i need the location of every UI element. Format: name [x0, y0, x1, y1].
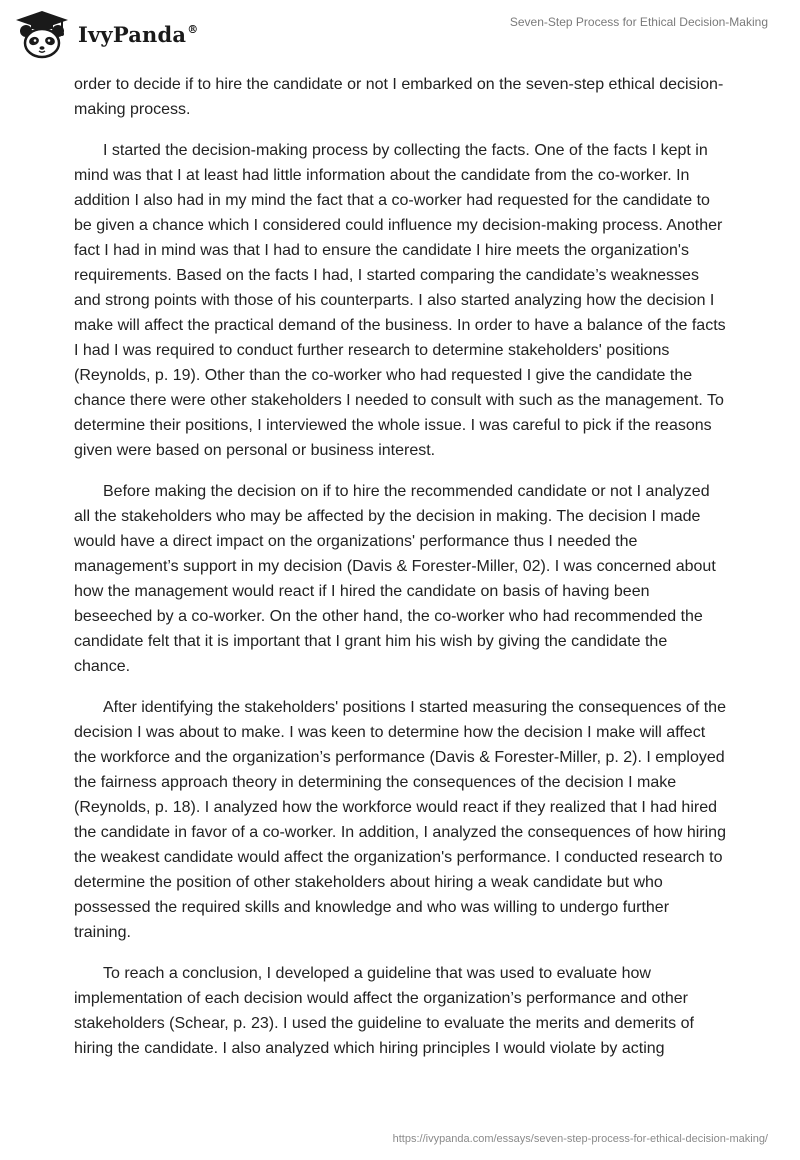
paragraph: order to decide if to hire the candidate or not I embarked on the seven-step ethical decision-making process.: [74, 76, 724, 118]
paragraph: After identifying the stakeholders' positions I started measuring the consequences of the decision I was about to make. I was keen to determine how the decision I make will affect the workforce and the organization’s performance (Davis & Forester-Miller, p. 2). I employed the fairness approach theory in determining the consequences of the decision I make (Reynolds, p. 18). I analyzed how the workforce would react if they realized that I had hired the candidate in favor of a co-worker. In addition, I analyzed the consequences of how hiring the weakest candidate would affect the organization's performance. I conducted research to determine the position of other stakeholders about hiring a weak candidate but who possessed the required skills and knowledge and who was willing to undergo further training.: [74, 699, 726, 941]
page-header: [0, 0, 800, 70]
source-url-link[interactable]: https://ivypanda.com/essays/seven-step-process-for-ethical-decision-making/: [392, 1133, 768, 1145]
paragraph: Before making the decision on if to hire the recommended candidate or not I analyzed all the stakeholders who may be affected by the decision in making. The decision I made would have a direct impact on the organizations' performance thus I needed the management’s support in my decision (Davis & Forester-Miller, 02). I was concerned about how the management would react if I hired the candidate on basis of having been beseeched by a co-worker. On the other hand, the co-worker who had recommended the candidate felt that it is important that I grant him his wish by giving the candidate the chance.: [74, 483, 716, 675]
paragraph: To reach a conclusion, I developed a guideline that was used to evaluate how implementation of each decision would affect the organization’s performance and other stakeholders (Schear, p. 23). I used the guideline to evaluate the merits and demerits of hiring the candidate. I also analyzed which hiring principles I would violate by acting: [74, 965, 694, 1057]
document-title: Seven-Step Process for Ethical Decision-Making: [509, 15, 768, 29]
paragraph: I started the decision-making process by collecting the facts. One of the facts I kept in mind was that I at least had little information about the candidate from the co-worker. In addition I also had in my mind the fact that a co-worker had requested for the candidate to be given a chance which I considered could influence my decision-making process. Another fact I had in mind was that I had to ensure the candidate I hire meets the organization's requirements. Based on the facts I had, I started comparing the candidate’s weaknesses and strong points with those of his counterparts. I also started analyzing how the decision I make will affect the practical demand of the business. In order to have a balance of the facts I had I was required to conduct further research to determine stakeholders' positions (Reynolds, p. 19). Other than the co-worker who had requested I give the candidate the chance there were other stakeholders I needed to consult with such as the management. To determine their positions, I interviewed the whole issue. I was careful to pick if the reasons given were based on personal or business interest.: [74, 142, 726, 459]
essay-body: [74, 72, 726, 1077]
panda-graduate-icon: [14, 9, 70, 59]
logo-text: IvyPanda®: [78, 21, 199, 47]
ivypanda-logo[interactable]: [14, 6, 198, 62]
registered-mark: ®: [187, 22, 199, 36]
